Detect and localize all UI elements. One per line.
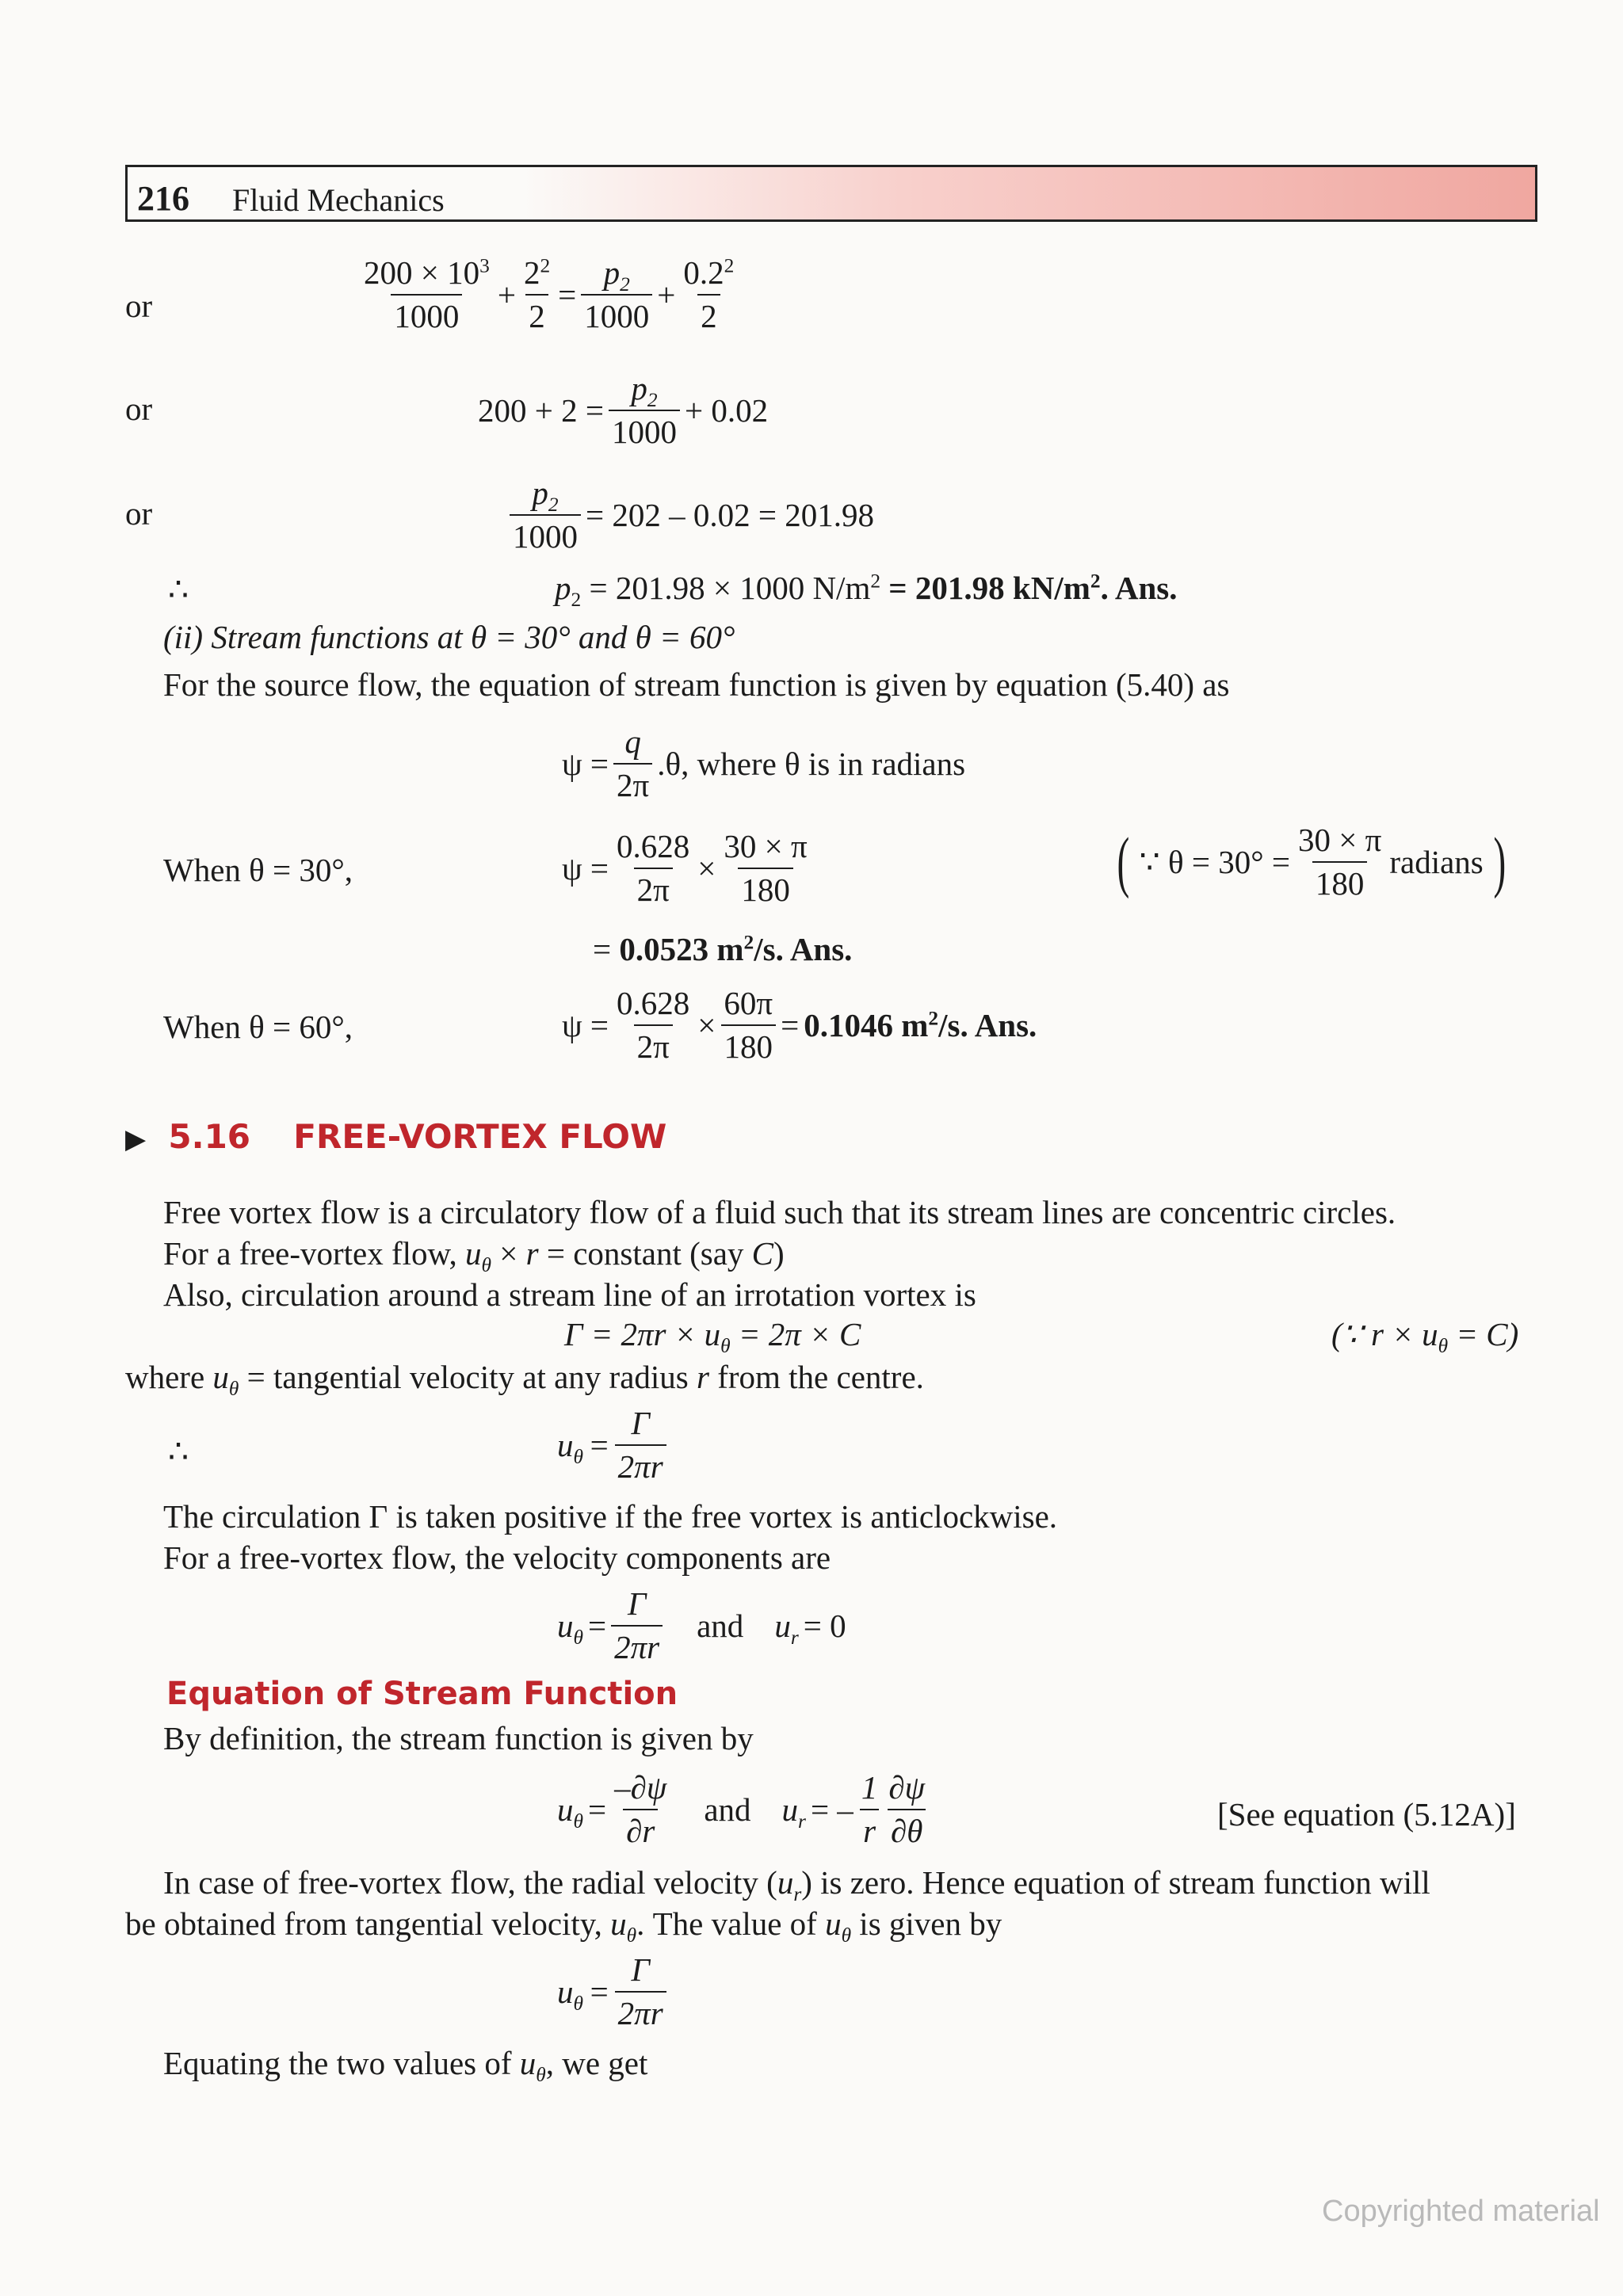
equation-psi-30: ψ = $\frac{0.628}{2\pi}$ × $\frac{30 \times \pi}{180}$ bbox=[562, 828, 808, 908]
or-label-1: or bbox=[125, 288, 153, 324]
eq1-term1-den: 1000 bbox=[391, 294, 462, 333]
result-psi-30: = 0.0523 $m^2/s$. Ans. bbox=[593, 931, 853, 967]
result-p2: $p_2 = 201.98 \times 1000$ $N/m^2 = 201.98$ $kN/m^2$. Ans. bbox=[555, 570, 1178, 612]
equation-stream-function-definition: $u_\theta$ = $\frac{-\partial\psi}{\partial r}$ and $u_r$ = – $\frac{1}{r}$ $\frac{\partial\psi}{\partial\theta}$ bbox=[557, 1769, 926, 1849]
when-theta-60-label: When θ = 60°, bbox=[163, 1009, 353, 1045]
subsection-heading: Equation of Stream Function bbox=[166, 1676, 678, 1712]
eq1-term4-den: 2 bbox=[697, 294, 720, 333]
note-r-utheta: (∵ $r \times u_\theta = C$) bbox=[1331, 1316, 1519, 1358]
page-header bbox=[125, 165, 1537, 222]
or-label-3: or bbox=[125, 495, 153, 532]
eq1-term3-den: 1000 bbox=[581, 294, 652, 333]
para-case-2: be obtained from tangential velocity, $u_\theta$. The value of $u_\theta$ is given by bbox=[125, 1905, 1002, 1947]
para-circulation: The circulation Γ is taken positive if the free vortex is anticlockwise. bbox=[163, 1498, 1058, 1535]
section-heading bbox=[125, 1117, 667, 1156]
section-title: FREE-VORTEX FLOW bbox=[293, 1117, 667, 1156]
equation-psi-60: ψ = $\frac{0.628}{2\pi}$ × $\frac{60\pi}{180}$ = 0.1046 $m^2/s$. Ans. bbox=[562, 985, 1037, 1065]
equation-velocity-components: $u_\theta$ = $\frac{\Gamma}{2\pi r}$ and $u_r$ = 0 bbox=[557, 1585, 846, 1665]
para-free-vortex-3: Also, circulation around a stream line of an irrotation vortex is bbox=[163, 1276, 976, 1313]
equation-u-theta-1: $u_\theta$ = $\frac{\Gamma}{2\pi r}$ bbox=[555, 1407, 669, 1483]
para-velocity-components: For a free-vortex flow, the velocity components are bbox=[163, 1539, 831, 1576]
book-title: Fluid Mechanics bbox=[232, 182, 445, 218]
eq1-term1-num: 200 × 10 bbox=[364, 254, 480, 291]
eq1-term2-den: 2 bbox=[525, 294, 548, 333]
equation-bernoulli-2: 200 + 2 = $\frac{p_2}{1000}$ + 0.02 bbox=[478, 370, 769, 450]
para-free-vortex-2: For a free-vortex flow, $u_\theta \times r$ = constant (say C) bbox=[163, 1235, 785, 1277]
equation-stream-function-source: ψ = $\frac{q}{2\pi}$ .θ, where θ is in radians bbox=[562, 723, 966, 803]
or-label-2: or bbox=[125, 391, 153, 427]
answer-p2: 201.98 kN/m bbox=[915, 570, 1090, 606]
equation-bernoulli-3: $\frac{p_2}{1000}$ = 202 – 0.02 = 201.98 bbox=[507, 477, 876, 553]
when-theta-30-label: When θ = 30°, bbox=[163, 852, 353, 888]
equation-reference: [See equation (5.12A)] bbox=[1217, 1796, 1516, 1833]
para-source-flow: For the source flow, the equation of stream function is given by equation (5.40) as bbox=[163, 666, 1230, 703]
para-where: where $u_\theta$ = tangential velocity at any radius r from the centre. bbox=[125, 1359, 924, 1401]
page-number: 216 bbox=[137, 179, 189, 218]
eq2-rhs: + 0.02 bbox=[685, 391, 769, 429]
eq1-term3-num: p bbox=[603, 254, 621, 291]
eq1-term4-num: 0.2 bbox=[683, 254, 724, 291]
therefore-symbol-1: ∴ bbox=[168, 571, 189, 608]
therefore-symbol-2: ∴ bbox=[168, 1433, 189, 1470]
equation-u-theta-2: $u_\theta$ = $\frac{\Gamma}{2\pi r}$ bbox=[555, 1954, 669, 2030]
part-ii-heading: (ii) Stream functions at θ = 30° and θ = 60° bbox=[163, 619, 735, 655]
section-number: 5.16 bbox=[168, 1117, 251, 1156]
para-case-1: In case of free-vortex flow, the radial velocity $(u_r)$ is zero. Hence equation of stream function will bbox=[163, 1864, 1430, 1906]
eq3-rhs: = 202 – 0.02 = 201.98 bbox=[586, 496, 874, 533]
answer-psi-30: 0.0523 m bbox=[619, 931, 744, 967]
equation-circulation: $\Gamma = 2\pi r \times u_\theta = 2\pi \times C$ bbox=[564, 1316, 861, 1358]
equation-bernoulli-1: $\frac{200 \times 10^3}{1000}$ + $\frac{2^2}{2}$ = $\frac{p_2}{1000}$ + $\frac{0.2^2}{2}$ bbox=[364, 254, 735, 334]
para-equating: Equating the two values of $u_\theta$, we get bbox=[163, 2045, 648, 2087]
para-definition: By definition, the stream function is given by bbox=[163, 1720, 754, 1756]
para-free-vortex-1: Free vortex flow is a circulatory flow of a fluid such that its stream lines are concentric circles. bbox=[163, 1194, 1396, 1230]
note-theta-radians: ( ∵ θ = 30° = $\frac{30 \times \pi}{180}$ radians ) bbox=[1117, 822, 1506, 902]
copyright-footer: Copyrighted material bbox=[1322, 2195, 1600, 2228]
eq2-lhs: 200 + 2 = bbox=[478, 391, 604, 429]
section-arrow-icon: ▶ bbox=[125, 1125, 147, 1154]
answer-psi-60: 0.1046 m bbox=[804, 1006, 929, 1043]
eq1-term2-num: 2 bbox=[523, 254, 540, 291]
